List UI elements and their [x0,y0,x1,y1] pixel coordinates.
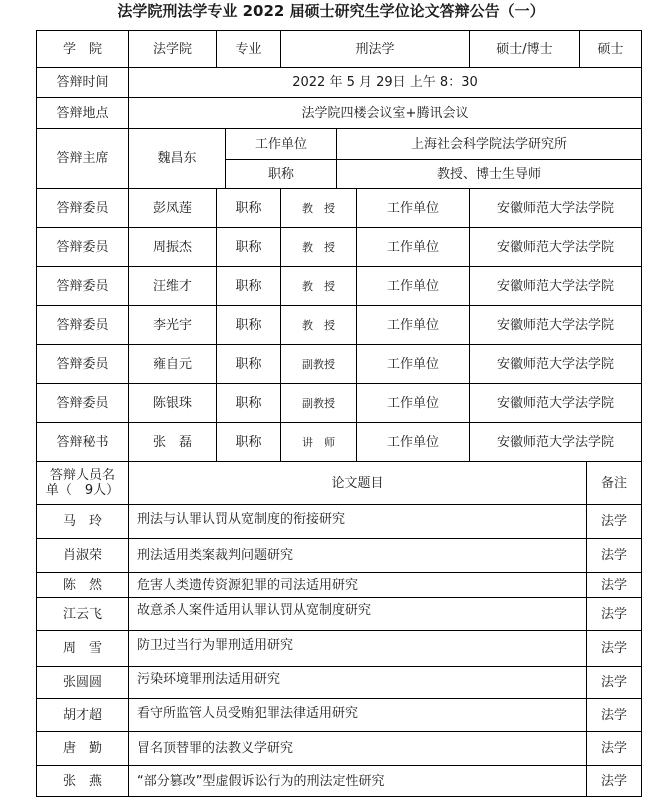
student-topic: 污染环境罪刑法适用研究 [137,671,281,687]
student-name: 张 燕 [62,773,102,789]
place-value: 法学院四楼会议室+腾讯会议 [301,105,469,121]
member-unit: 安徽师范大学法学院 [496,434,614,450]
member-unit: 安徽师范大学法学院 [496,200,614,216]
student-name: 张圆圆 [62,675,102,690]
student-name: 陈 然 [62,577,102,593]
student-note: 法学 [600,773,627,789]
major-value: 刑法学 [355,41,395,57]
member-name: 周振杰 [152,239,192,255]
degree-value: 硕士 [597,41,624,57]
secretary-role: 答辩秘书 [56,434,109,450]
chair-title-label: 职称 [267,166,294,182]
member-name: 雍自元 [152,356,192,372]
student-note: 法学 [600,741,627,756]
member-unit-label: 工作单位 [386,200,439,216]
student-note: 法学 [600,641,627,656]
student-name: 周 雪 [62,641,102,656]
student-note: 法学 [600,514,627,529]
member-title-label: 职称 [235,356,262,372]
student-topic: 刑法适用类案裁判问题研究 [137,548,294,563]
chair-unit-value: 上海社会科学院法学研究所 [410,136,567,152]
member-title: 教 授 [302,201,335,215]
member-title-label: 职称 [235,278,262,294]
chair-label: 答辩主席 [56,151,109,166]
student-note: 法学 [600,707,627,723]
member-role: 答辩委员 [56,395,109,411]
member-unit-label: 工作单位 [386,239,439,255]
member-name: 陈银珠 [152,395,192,411]
member-title: 教 授 [302,279,335,293]
college-label: 学 院 [62,41,102,57]
student-topic: 刑法与认罪认罚从宽制度的衔接研究 [137,511,346,527]
student-note: 法学 [600,577,627,593]
time-label: 答辩时间 [56,75,109,90]
member-unit-label: 工作单位 [386,356,439,372]
student-note: 法学 [600,548,627,563]
member-role: 答辩委员 [56,317,109,333]
chair-unit-label: 工作单位 [254,136,307,152]
chair-name: 魏昌东 [157,151,197,166]
student-note: 法学 [600,606,627,622]
member-role: 答辩委员 [56,239,109,255]
student-topic: “部分篡改”型虚假诉讼行为的刑法定性研究 [137,773,385,789]
time-value: 2022 年 5 月 29日 上午 8：30 [292,75,478,90]
member-unit: 安徽师范大学法学院 [496,317,614,333]
member-title: 副教授 [302,357,335,371]
member-unit-label: 工作单位 [386,317,439,333]
member-title-label: 职称 [235,395,262,411]
member-name: 彭凤莲 [152,200,192,216]
member-title: 副教授 [302,396,335,410]
member-title: 教 授 [302,240,335,254]
chair-title-value: 教授、博士生导师 [436,166,541,182]
note-header: 备注 [600,475,627,491]
member-role: 答辩委员 [56,200,109,216]
member-unit: 安徽师范大学法学院 [496,356,614,372]
student-note: 法学 [600,675,627,690]
member-name: 汪维才 [152,278,192,294]
student-topic: 危害人类遗传资源犯罪的司法适用研究 [137,577,359,593]
member-title-label: 职称 [235,317,262,333]
topic-header: 论文题目 [331,475,384,491]
student-topic: 看守所监管人员受贿犯罪法律适用研究 [137,705,359,721]
member-unit: 安徽师范大学法学院 [496,278,614,294]
student-topic: 故意杀人案件适用认罪认罚从宽制度研究 [137,602,372,618]
member-title: 教 授 [302,318,335,332]
student-name: 胡才超 [62,707,102,723]
student-name: 江云飞 [62,606,102,622]
place-label: 答辩地点 [56,105,109,121]
students-label [37,462,128,504]
page-title: 法学院刑法学专业 2022 届硕士研究生学位论文答辩公告（一） [117,2,545,20]
student-name: 唐 勤 [62,741,102,756]
secretary-name: 张 磊 [152,434,192,450]
students-label-line2: 单（ 9人） [45,483,120,498]
member-title-label: 职称 [235,434,262,450]
college-value: 法学院 [152,41,192,57]
student-topic: 防卫过当行为罪刑适用研究 [137,637,294,653]
major-label: 专业 [235,41,262,57]
student-name: 马 玲 [62,514,102,529]
member-role: 答辩委员 [56,356,109,372]
student-topic: 冒名顶替罪的法教义学研究 [137,741,294,756]
member-title: 讲 师 [302,435,335,449]
member-name: 李光宇 [152,317,192,333]
member-title-label: 职称 [235,239,262,255]
member-unit: 安徽师范大学法学院 [496,239,614,255]
student-name: 肖淑荣 [62,548,102,563]
member-unit-label: 工作单位 [386,395,439,411]
students-label-line1: 答辩人员名 [49,468,115,483]
member-unit-label: 工作单位 [386,434,439,450]
degree-label: 硕士/博士 [496,41,553,57]
member-role: 答辩委员 [56,278,109,294]
member-title-label: 职称 [235,200,262,216]
member-unit-label: 工作单位 [386,278,439,294]
member-unit: 安徽师范大学法学院 [496,395,614,411]
